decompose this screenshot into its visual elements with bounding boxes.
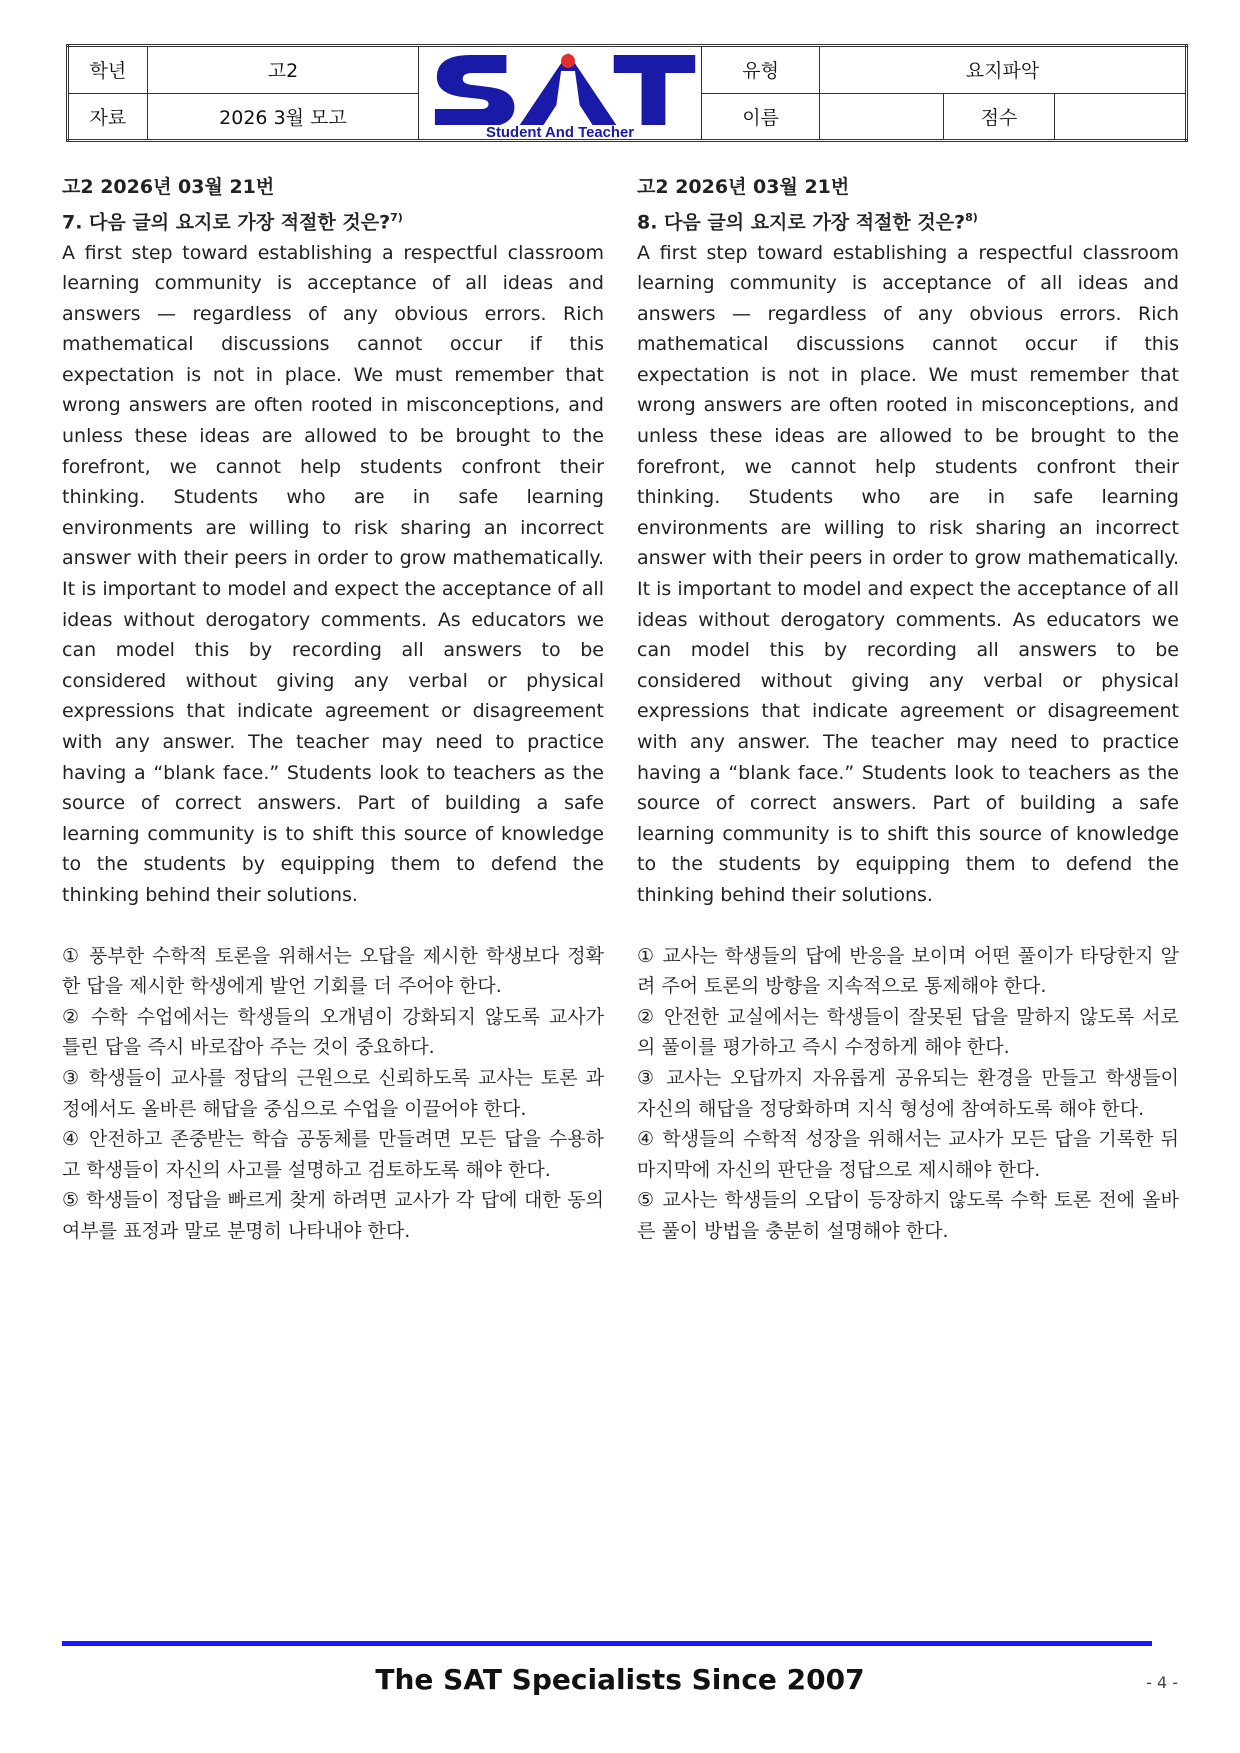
choice-1[interactable]: ① 교사는 학생들의 답에 반응을 보이며 어떤 풀이가 타당한지 알려 주어 토론의 방향을 지속적으로 통제해야 한다.: [637, 944, 1179, 998]
footer-divider: [62, 1641, 1152, 1646]
question-text: 8. 다음 글의 요지로 가장 적절한 것은?: [637, 210, 966, 233]
choice-list: [62, 941, 604, 1247]
footnote-marker: 8): [965, 210, 978, 224]
name-field[interactable]: [820, 93, 944, 141]
material-value: 2026 3월 모고: [147, 93, 418, 141]
logo: [419, 46, 702, 141]
type-value: 요지파악: [820, 46, 1187, 94]
header-table: [66, 44, 1188, 142]
grade-value: 고2: [147, 46, 418, 94]
logo-figure-head: [561, 54, 575, 68]
choice-2[interactable]: ② 수학 수업에서는 학생들의 오개념이 강화되지 않도록 교사가 틀린 답을 즉시 바로잡아 주는 것이 중요하다.: [62, 1005, 604, 1059]
logo-letter-t: [614, 55, 695, 127]
choice-5[interactable]: ⑤ 학생들이 정답을 빠르게 찾게 하려면 교사가 각 답에 대한 동의 여부를 표정과 말로 분명히 나타내야 한다.: [62, 1189, 604, 1242]
passage: A first step toward establishing a respectful classroom learning community is acceptance of all ideas and answers — regardless of any obvious errors. Rich mathematical discussions cannot occur if this expectation is not in place. We must remember that wrong answers are often rooted in misconceptions, and unless these ideas are allowed to be brought to the forefront, we cannot help students confront their thinking. Students who are in safe learning environments are willing to risk sharing an incorrect answer with their peers in order to grow mathematically. It is important to model and expect the acceptance of all ideas without derogatory comments. As educators we can model this by recording all answers to be considered without giving any verbal or physical expressions that indicate agreement or disagreement with any answer. The teacher may need to practice having a “blank face.” Students look to teachers as the source of correct answers. Part of building a safe learning community is to shift this source of knowledge to the students by equipping them to defend the thinking behind their solutions.: [62, 241, 604, 906]
question-text: 7. 다음 글의 요지로 가장 적절한 것은?: [62, 210, 391, 233]
question-7: [62, 172, 604, 1247]
type-label: 유형: [702, 46, 820, 94]
question-source: 고2 2026년 03월 21번: [637, 176, 850, 198]
question-8: [637, 172, 1179, 1247]
sat-logo-icon: [419, 47, 701, 139]
page-number: - 4 -: [1146, 1673, 1178, 1692]
footnote-marker: 7): [390, 210, 403, 224]
choice-list: [637, 941, 1179, 1247]
score-label: 점수: [943, 93, 1055, 141]
choice-1[interactable]: ① 풍부한 수학적 토론을 위해서는 오답을 제시한 학생보다 정확한 답을 제시한 학생에게 발언 기회를 더 주어야 한다.: [62, 944, 604, 998]
choice-4[interactable]: ④ 안전하고 존중받는 학습 공동체를 만들려면 모든 답을 수용하고 학생들이 자신의 사고를 설명하고 검토하도록 해야 한다.: [62, 1128, 604, 1181]
passage: A first step toward establishing a respectful classroom learning community is acceptance of all ideas and answers — regardless of any obvious errors. Rich mathematical discussions cannot occur if this expectation is not in place. We must remember that wrong answers are often rooted in misconceptions, and unless these ideas are allowed to be brought to the forefront, we cannot help students confront their thinking. Students who are in safe learning environments are willing to risk sharing an incorrect answer with their peers in order to grow mathematically. It is important to model and expect the acceptance of all ideas without derogatory comments. As educators we can model this by recording all answers to be considered without giving any verbal or physical expressions that indicate agreement or disagreement with any answer. The teacher may need to practice having a “blank face.” Students look to teachers as the source of correct answers. Part of building a safe learning community is to shift this source of knowledge to the students by equipping them to defend the thinking behind their solutions.: [637, 241, 1179, 906]
choice-4[interactable]: ④ 학생들의 수학적 성장을 위해서는 교사가 모든 답을 기록한 뒤 마지막에 자신의 판단을 정답으로 제시해야 한다.: [637, 1128, 1179, 1181]
question-title: [62, 203, 604, 238]
choice-5[interactable]: ⑤ 교사는 학생들의 오답이 등장하지 않도록 수학 토론 전에 올바른 풀이 방법을 충분히 설명해야 한다.: [637, 1189, 1179, 1242]
logo-subtitle: Student And Teacher: [486, 123, 635, 139]
question-source: 고2 2026년 03월 21번: [62, 176, 275, 198]
choice-3[interactable]: ③ 교사는 오답까지 자유롭게 공유되는 환경을 만들고 학생들이 자신의 해답을 정당화하며 지식 형성에 참여하도록 해야 한다.: [637, 1066, 1179, 1120]
footer-slogan: The SAT Specialists Since 2007: [375, 1663, 865, 1696]
score-field[interactable]: [1055, 93, 1187, 141]
name-label: 이름: [702, 93, 820, 141]
grade-label: 학년: [68, 46, 148, 94]
choice-3[interactable]: ③ 학생들이 교사를 정답의 근원으로 신뢰하도록 교사는 토론 과정에서도 올바른 해답을 중심으로 수업을 이끌어야 한다.: [62, 1066, 604, 1120]
logo-letter-s: [435, 55, 514, 127]
choice-2[interactable]: ② 안전한 교실에서는 학생들이 잘못된 답을 말하지 않도록 서로의 풀이를 평가하고 즉시 수정하게 해야 한다.: [637, 1005, 1179, 1059]
question-title: [637, 203, 1179, 238]
material-label: 자료: [68, 93, 148, 141]
